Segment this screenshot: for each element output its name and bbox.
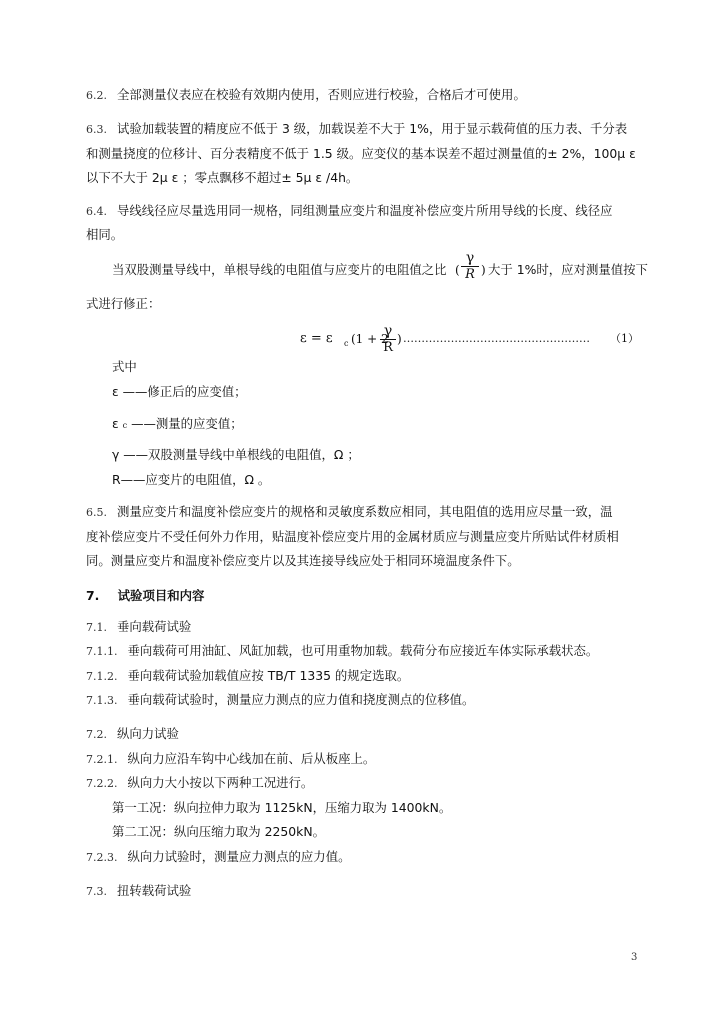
section-number: 7.2.2. (86, 777, 118, 790)
para-text: 测量应变片和温度补偿应变片的规格和灵敏度系数应相同，其电阻值的选用应尽量一致，温 (116, 504, 613, 519)
para-6-4-line1 (86, 203, 613, 220)
section-number: 7.3. (86, 885, 107, 898)
fraction-numerator: γ (465, 250, 475, 266)
load-case-2: 第二工况：纵向压缩力取为 2250kN。 (112, 824, 325, 839)
para-text: 纵向力试验时，测量应力测点的应力值。 (127, 849, 351, 864)
section-number: 7.2. (86, 728, 107, 741)
section-title: 垂向载荷试验 (116, 619, 192, 634)
where-item-gauge-resistance: R——应变片的电阻值，Ω 。 (112, 472, 271, 487)
formula-close: ) (397, 332, 402, 346)
section-number: 6.5. (86, 506, 107, 519)
section-number: 6.3. (86, 123, 107, 136)
para-7-1-3 (86, 692, 474, 709)
para-6-4-line4: 式进行修正： (86, 296, 161, 311)
section-number: 6.2. (86, 89, 107, 102)
para-text: 垂向载荷试验时，测量应力测点的应力值和挠度测点的位移值。 (127, 692, 475, 707)
formula-subscript: c (344, 339, 349, 348)
where-title: 式中 (112, 359, 137, 374)
open-paren: ( (455, 263, 460, 277)
fraction-denominator: R (465, 267, 475, 282)
para-7-1-2 (86, 668, 409, 685)
para-6-5-line3: 同。测量应变片和温度补偿应变片以及其连接导线应处于相同环境温度条件下。 (86, 553, 520, 568)
formula-lhs: ε = ε (300, 331, 333, 346)
symbol-subscript: c (122, 421, 128, 430)
para-text: 垂向载荷试验加载值应按 TB/T 1335 的规定选取。 (127, 668, 410, 683)
section-title: 扭转载荷试验 (116, 883, 192, 898)
ratio-fraction (461, 250, 479, 284)
para-6-4-line3a: 当双股测量导线中，单根导线的电阻值与应变片的电阻值之比 (112, 262, 447, 277)
section-number: 7.2.3. (86, 851, 118, 864)
para-6-3-line2: 和测量挠度的位移计、百分表精度不低于 1.5 级。应变仪的基本误差不超过测量值的± 2%，100μ ε (86, 146, 636, 161)
where-item-measured-strain (112, 416, 243, 434)
section-7-2-heading (86, 726, 179, 743)
section-number: 7.1. (86, 621, 107, 634)
para-7-2-3 (86, 849, 350, 866)
para-6-5-line1 (86, 504, 613, 521)
formula-fraction (380, 323, 396, 357)
para-text: 垂向载荷可用油缸、风缸加载，也可用重物加载。载荷分布应接近车体实际承载状态。 (127, 643, 599, 658)
section-7-3-heading (86, 883, 191, 900)
fraction-numerator: γ (383, 323, 393, 339)
section-7-1-heading (86, 619, 191, 636)
section-number: 7.2.1. (86, 753, 118, 766)
para-text: 纵向力大小按以下两种工况进行。 (127, 775, 314, 790)
formula-leader-dots: …………………………………………… (403, 332, 590, 345)
section-number: 7.1.3. (86, 694, 118, 707)
section-number: 7. (86, 588, 100, 603)
load-case-1: 第一工况：纵向拉伸力取为 1125kN，压缩力取为 1400kN。 (112, 800, 452, 815)
para-text: 全部测量仪表应在校验有效期内使用，否则应进行校验，合格后才可使用。 (116, 87, 526, 102)
close-paren: ) (481, 263, 486, 277)
para-6-5-line2: 度补偿应变片不受任何外力作用，贴温度补偿应变片用的金属材质应与测量应变片所贴试件材质相 (86, 529, 619, 544)
para-6-4-line2: 相同。 (86, 227, 124, 242)
equation-number: （1） (610, 332, 639, 345)
section-title: 试验项目和内容 (117, 588, 205, 603)
section-title: 纵向力试验 (116, 726, 179, 741)
para-text: 试验加载装置的精度应不低于 3 级，加载误差不大于 1%，用于显示载荷值的压力表、千分表 (116, 121, 628, 136)
para-6-4-line3b: 大于 1%时，应对测量值按下 (488, 262, 648, 277)
para-7-2-1 (86, 751, 375, 768)
formula-open: (1 + 2 (351, 332, 389, 346)
para-7-1-1 (86, 643, 598, 660)
where-item-wire-resistance: γ ——双股测量导线中单根线的电阻值，Ω ； (112, 447, 360, 462)
para-6-2 (86, 87, 526, 104)
definition: ——测量的应变值； (131, 416, 243, 431)
fraction-denominator: R (383, 340, 393, 355)
para-6-3-line1 (86, 121, 627, 138)
para-text: 纵向力应沿车钩中心线加在前、后从板座上。 (127, 751, 376, 766)
para-text: 导线线径应尽量选用同一规格，同组测量应变片和温度补偿应变片所用导线的长度、线径应 (116, 203, 613, 218)
where-item-corrected-strain: ε ——修正后的应变值； (112, 384, 247, 399)
section-number: 6.4. (86, 205, 107, 218)
section-number: 7.1.1. (86, 645, 118, 658)
symbol: ε (112, 416, 119, 431)
para-6-3-line3: 以下不大于 2μ ε ；零点飘移不超过± 5μ ε /4h。 (86, 170, 359, 185)
section-number: 7.1.2. (86, 670, 118, 683)
para-7-2-2 (86, 775, 313, 792)
page-number: 3 (631, 952, 638, 963)
section-7-heading (86, 588, 204, 604)
